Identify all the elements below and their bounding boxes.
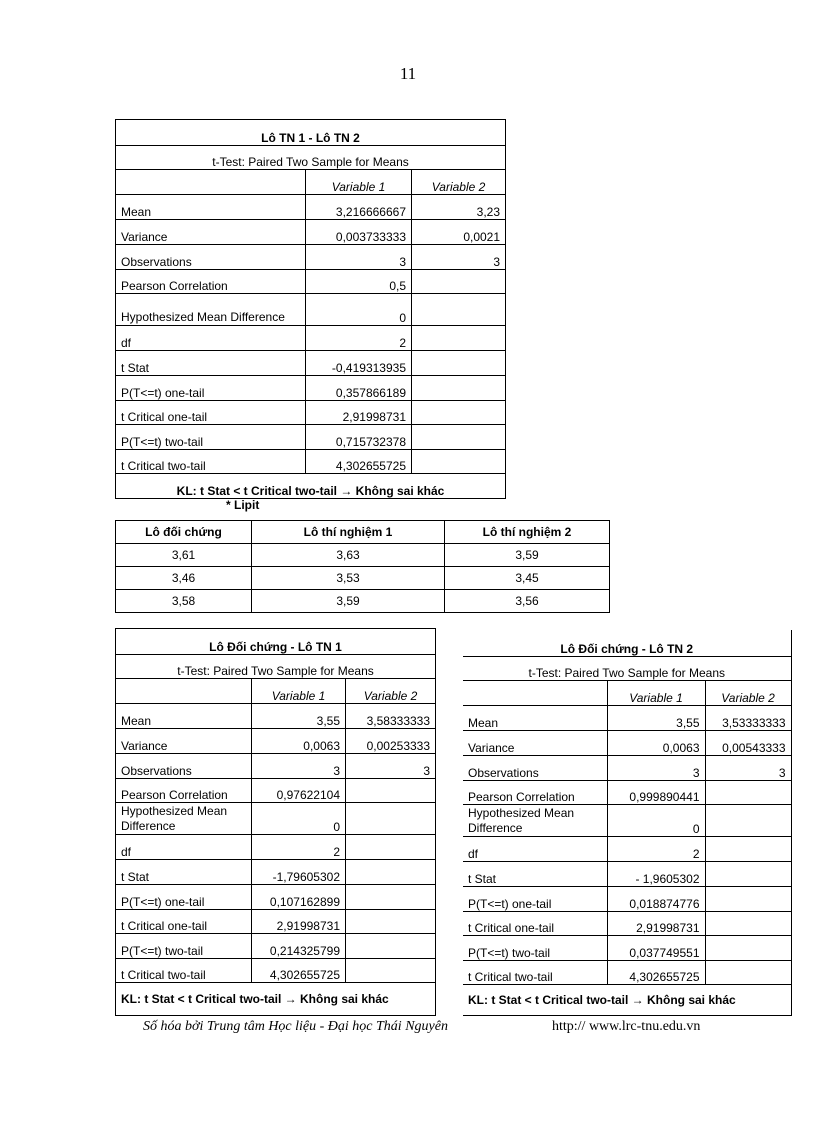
value-2 (705, 886, 791, 911)
table-row (116, 425, 506, 450)
table-cell: 3,59 (252, 590, 445, 613)
value-2: 3 (346, 754, 436, 779)
variable-1-header: Variable 1 (607, 680, 705, 705)
page-number: 11 (399, 64, 417, 83)
value-1: 3,216666667 (306, 195, 412, 220)
value-1: 0,97622104 (252, 779, 346, 803)
value-1: 2 (306, 326, 412, 351)
row-label: Mean (116, 704, 252, 729)
row-label: df (463, 836, 607, 861)
empty-cell (463, 680, 607, 705)
table-cell: 3,53 (252, 567, 445, 590)
table-row (116, 294, 506, 326)
value-1: -0,419313935 (306, 351, 412, 376)
row-label: P(T<=t) two-tail (463, 935, 607, 960)
footer-source: Số hóa bởi Trung tâm Học liệu - Đại học Thái Nguyên (143, 1019, 448, 1034)
value-2 (346, 860, 436, 885)
variable-2-header: Variable 2 (412, 170, 506, 195)
value-1: 0 (607, 804, 705, 836)
value-2 (412, 401, 506, 425)
row-label: Variance (116, 729, 252, 754)
value-2 (346, 959, 436, 983)
row-label: Pearson Correlation (116, 270, 306, 294)
value-1: 2 (607, 836, 705, 861)
value-2: 3,53333333 (705, 705, 791, 730)
column-header: Lô đối chứng (116, 521, 252, 544)
empty-cell (116, 679, 252, 704)
table-row (116, 803, 436, 835)
value-2 (412, 270, 506, 294)
value-1: 0 (252, 803, 346, 835)
table-subtitle: t-Test: Paired Two Sample for Means (116, 655, 436, 679)
value-2 (346, 885, 436, 910)
value-1: 0,107162899 (252, 885, 346, 910)
row-label: P(T<=t) two-tail (116, 934, 252, 959)
lipit-section-label: * Lipit (226, 498, 260, 512)
row-label: P(T<=t) one-tail (116, 376, 306, 401)
value-1: 2,91998731 (306, 401, 412, 425)
value-1: 0,0063 (252, 729, 346, 754)
value-2 (705, 911, 791, 935)
row-label: t Critical two-tail (116, 959, 252, 983)
table-row (116, 729, 436, 754)
row-label: Hypothesized Mean Difference (116, 803, 252, 835)
value-2 (705, 836, 791, 861)
row-label: Variance (116, 220, 306, 245)
row-label: P(T<=t) one-tail (463, 886, 607, 911)
table-row (116, 567, 610, 590)
ttest-table-dc-tn1 (115, 628, 436, 1016)
variable-1-header: Variable 1 (306, 170, 412, 195)
value-2 (346, 803, 436, 835)
table-title: Lô Đối chứng - Lô TN 1 (116, 629, 436, 655)
table-row (116, 195, 506, 220)
table-row (116, 885, 436, 910)
value-1: 0,003733333 (306, 220, 412, 245)
table-cell: 3,58 (116, 590, 252, 613)
conclusion: KL: t Stat < t Critical two-tail → Không sai khác (116, 474, 506, 499)
row-label: df (116, 835, 252, 860)
value-1: 0,5 (306, 270, 412, 294)
row-label: Variance (463, 730, 607, 755)
value-1: 4,302655725 (306, 450, 412, 474)
footer-url: http:// www.lrc-tnu.edu.vn (552, 1019, 701, 1034)
row-label: t Stat (116, 351, 306, 376)
value-1: 3,55 (607, 705, 705, 730)
value-2 (346, 779, 436, 803)
row-label: t Stat (116, 860, 252, 885)
variable-1-header: Variable 1 (252, 679, 346, 704)
value-2 (412, 294, 506, 326)
value-2 (346, 910, 436, 934)
value-2 (412, 450, 506, 474)
value-2 (412, 425, 506, 450)
value-1: -1,79605302 (252, 860, 346, 885)
table-row (116, 450, 506, 474)
row-label: Mean (463, 705, 607, 730)
table-row (116, 376, 506, 401)
value-1: 0,037749551 (607, 935, 705, 960)
table-row (116, 270, 506, 294)
table-cell: 3,63 (252, 544, 445, 567)
table-cell: 3,59 (445, 544, 610, 567)
table-row (463, 836, 791, 861)
row-label: Hypothesized Mean Difference (116, 294, 306, 326)
value-2 (412, 376, 506, 401)
value-1: 3 (306, 245, 412, 270)
table-subtitle: t-Test: Paired Two Sample for Means (463, 656, 791, 680)
row-label: Observations (463, 755, 607, 780)
table-row (116, 934, 436, 959)
value-1: 4,302655725 (607, 960, 705, 984)
table-row (463, 780, 791, 804)
row-label: t Critical one-tail (463, 911, 607, 935)
value-2 (412, 351, 506, 376)
table-row (463, 960, 791, 984)
table-row (116, 779, 436, 803)
table-row (463, 755, 791, 780)
conclusion: KL: t Stat < t Critical two-tail → Không sai khác (463, 984, 791, 1015)
value-2 (346, 835, 436, 860)
value-2: 0,00543333 (705, 730, 791, 755)
table-row (116, 326, 506, 351)
table-row (463, 935, 791, 960)
value-1: 3,55 (252, 704, 346, 729)
table-title: Lô TN 1 - Lô TN 2 (116, 120, 506, 146)
lipit-table (115, 520, 610, 613)
value-2 (705, 804, 791, 836)
empty-cell (116, 170, 306, 195)
table-row (116, 754, 436, 779)
table-title: Lô Đối chứng - Lô TN 2 (463, 630, 791, 656)
value-1: - 1,9605302 (607, 861, 705, 886)
row-label: t Critical two-tail (463, 960, 607, 984)
row-label: P(T<=t) two-tail (116, 425, 306, 450)
row-label: df (116, 326, 306, 351)
variable-2-header: Variable 2 (705, 680, 791, 705)
value-1: 0 (306, 294, 412, 326)
table-row (463, 861, 791, 886)
value-1: 0,018874776 (607, 886, 705, 911)
table-row (116, 704, 436, 729)
value-2 (705, 861, 791, 886)
table-cell: 3,46 (116, 567, 252, 590)
value-1: 0,999890441 (607, 780, 705, 804)
ttest-table-tn1-tn2 (115, 119, 506, 499)
table-row (463, 804, 791, 836)
row-label: Pearson Correlation (116, 779, 252, 803)
table-row (116, 910, 436, 934)
row-label: P(T<=t) one-tail (116, 885, 252, 910)
value-1: 2 (252, 835, 346, 860)
value-2: 3 (705, 755, 791, 780)
table-row (463, 730, 791, 755)
value-2: 3 (412, 245, 506, 270)
table-cell: 3,56 (445, 590, 610, 613)
table-row (463, 705, 791, 730)
value-1: 3 (252, 754, 346, 779)
variable-2-header: Variable 2 (346, 679, 436, 704)
value-2: 0,00253333 (346, 729, 436, 754)
value-2: 3,23 (412, 195, 506, 220)
table-row (116, 860, 436, 885)
value-2 (412, 326, 506, 351)
value-2: 0,0021 (412, 220, 506, 245)
row-label: Pearson Correlation (463, 780, 607, 804)
table-row (116, 544, 610, 567)
table-row (116, 590, 610, 613)
value-1: 0,357866189 (306, 376, 412, 401)
value-1: 2,91998731 (607, 911, 705, 935)
row-label: t Critical two-tail (116, 450, 306, 474)
value-1: 2,91998731 (252, 910, 346, 934)
conclusion: KL: t Stat < t Critical two-tail → Không sai khác (116, 983, 436, 1016)
column-header: Lô thí nghiệm 1 (252, 521, 445, 544)
ttest-table-dc-tn2 (463, 630, 792, 1016)
row-label: Observations (116, 245, 306, 270)
row-label: t Critical one-tail (116, 401, 306, 425)
value-1: 0,0063 (607, 730, 705, 755)
value-1: 0,715732378 (306, 425, 412, 450)
value-1: 3 (607, 755, 705, 780)
value-1: 0,214325799 (252, 934, 346, 959)
table-row (116, 835, 436, 860)
row-label: t Stat (463, 861, 607, 886)
row-label: Mean (116, 195, 306, 220)
column-header: Lô thí nghiệm 2 (445, 521, 610, 544)
value-2 (705, 780, 791, 804)
table-row (463, 911, 791, 935)
value-2 (346, 934, 436, 959)
table-cell: 3,45 (445, 567, 610, 590)
table-subtitle: t-Test: Paired Two Sample for Means (116, 146, 506, 170)
value-2 (705, 960, 791, 984)
row-label: t Critical one-tail (116, 910, 252, 934)
table-row (116, 245, 506, 270)
table-row (116, 959, 436, 983)
table-row (116, 401, 506, 425)
row-label: Observations (116, 754, 252, 779)
row-label: Hypothesized Mean Difference (463, 804, 607, 836)
value-2: 3,58333333 (346, 704, 436, 729)
table-row (116, 351, 506, 376)
value-2 (705, 935, 791, 960)
table-cell: 3,61 (116, 544, 252, 567)
table-row (463, 886, 791, 911)
value-1: 4,302655725 (252, 959, 346, 983)
table-row (116, 220, 506, 245)
